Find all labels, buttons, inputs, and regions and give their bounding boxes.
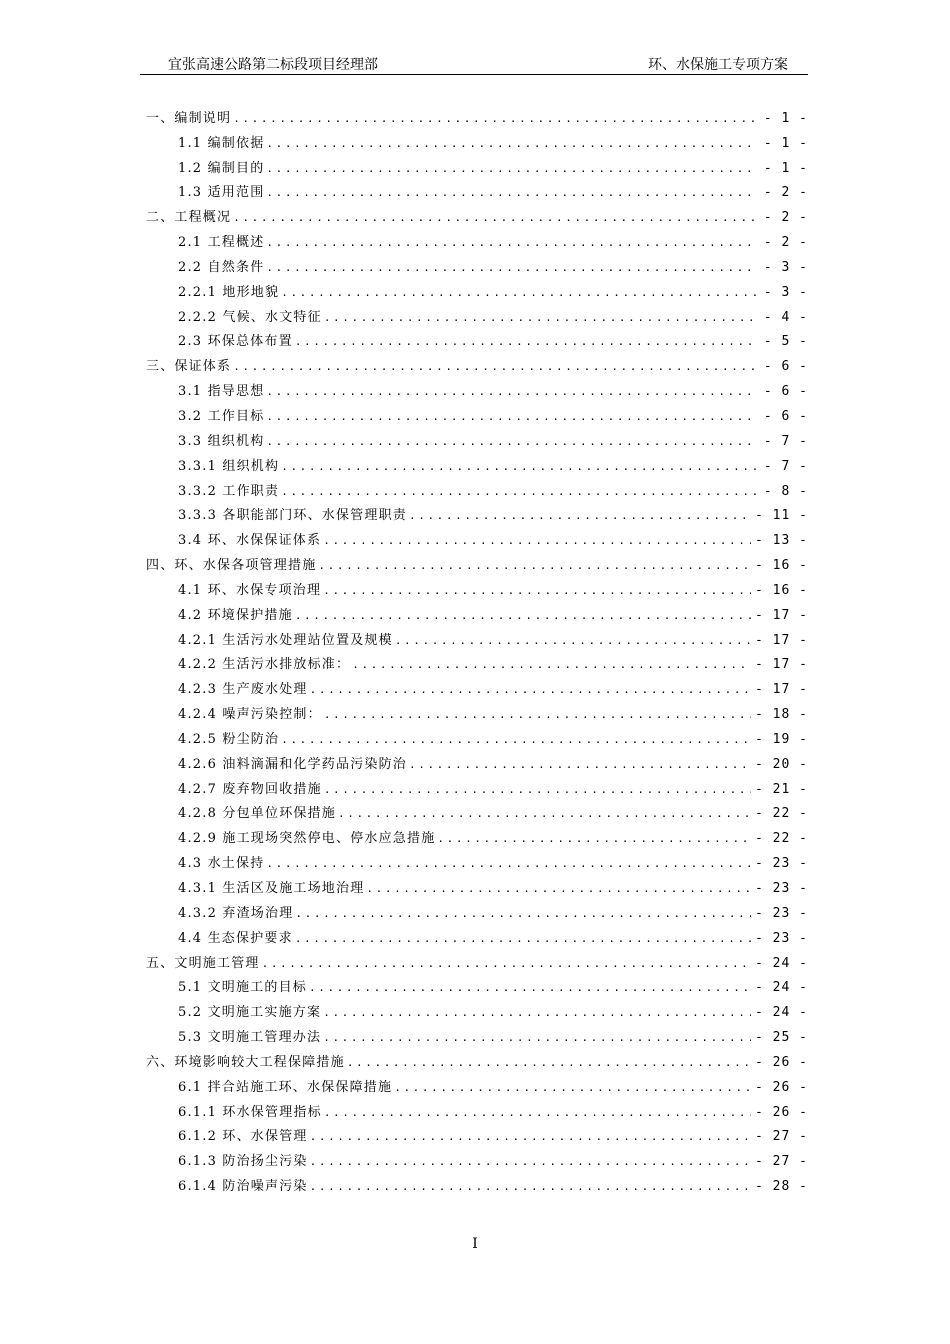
toc-entry-page: - 2 - bbox=[763, 235, 808, 251]
toc-dot-leader bbox=[266, 135, 756, 153]
toc-dot-leader bbox=[347, 1054, 751, 1072]
toc-entry-title: 3.2 工作目标 bbox=[178, 408, 265, 424]
toc-entry-title: 4.2.1 生活污水处理站位置及规模 bbox=[178, 632, 393, 648]
toc-dot-leader bbox=[266, 408, 756, 426]
toc-entry[interactable] bbox=[146, 128, 808, 153]
toc-entry[interactable] bbox=[146, 1122, 808, 1147]
toc-entry-title: 一、编制说明 bbox=[146, 110, 232, 126]
toc-dot-leader bbox=[309, 979, 751, 997]
toc-entry-title: 3.3.1 组织机构 bbox=[178, 458, 280, 474]
toc-dot-leader bbox=[323, 582, 751, 600]
toc-entry-page: - 26 - bbox=[755, 1054, 808, 1070]
toc-entry-title: 2.3 环保总体布置 bbox=[178, 334, 293, 350]
toc-entry[interactable] bbox=[146, 848, 808, 873]
toc-entry-page: - 3 - bbox=[763, 259, 808, 275]
toc-entry-title: 4.4 生态保护要求 bbox=[178, 930, 293, 946]
toc-entry-page: - 22 - bbox=[755, 806, 808, 822]
toc-dot-leader bbox=[233, 209, 756, 227]
footer-page-number: I bbox=[472, 1236, 478, 1252]
toc-entry[interactable] bbox=[146, 873, 808, 898]
toc-entry-page: - 7 - bbox=[763, 433, 808, 449]
toc-dot-leader bbox=[281, 731, 751, 749]
toc-entry-title: 4.2.8 分包单位环保措施 bbox=[178, 806, 337, 822]
toc-entry-title: 三、保证体系 bbox=[146, 359, 232, 375]
toc-entry-title: 1.3 适用范围 bbox=[178, 185, 265, 201]
toc-entry-title: 4.2.6 油料滴漏和化学药品污染防治 bbox=[178, 756, 408, 772]
toc-dot-leader bbox=[310, 1178, 751, 1196]
toc-entry[interactable] bbox=[146, 948, 808, 973]
toc-entry-title: 4.3.2 弃渣场治理 bbox=[178, 905, 294, 921]
toc-entry[interactable] bbox=[146, 724, 808, 749]
toc-entry-title: 6.1.4 防治噪声污染 bbox=[178, 1179, 308, 1195]
toc-dot-leader bbox=[266, 234, 756, 252]
toc-entry[interactable] bbox=[146, 973, 808, 998]
toc-dot-leader bbox=[266, 259, 756, 277]
toc-entry-page: - 22 - bbox=[755, 831, 808, 847]
toc-entry-title: 1.1 编制依据 bbox=[178, 135, 265, 151]
toc-entry-page: - 2 - bbox=[763, 210, 808, 226]
toc-entry-page: - 13 - bbox=[755, 533, 808, 549]
toc-entry[interactable] bbox=[146, 426, 808, 451]
toc-entry-page: - 18 - bbox=[755, 707, 808, 723]
toc-dot-leader bbox=[310, 1128, 751, 1146]
toc-dot-leader bbox=[324, 781, 751, 799]
toc-dot-leader bbox=[266, 160, 756, 178]
toc-dot-leader bbox=[318, 557, 751, 575]
toc-entry-page: - 27 - bbox=[755, 1154, 808, 1170]
toc-dot-leader bbox=[266, 184, 756, 202]
toc-entry-title: 1.2 编制目的 bbox=[178, 160, 265, 176]
toc-entry-page: - 21 - bbox=[755, 781, 808, 797]
page-header bbox=[140, 56, 808, 75]
toc-dot-leader bbox=[310, 681, 751, 699]
toc-entry-page: - 24 - bbox=[755, 955, 808, 971]
toc-entry[interactable] bbox=[146, 1146, 808, 1171]
toc-dot-leader bbox=[395, 632, 751, 650]
toc-entry-title: 3.1 指导思想 bbox=[178, 384, 265, 400]
toc-entry-page: - 23 - bbox=[755, 930, 808, 946]
toc-entry-title: 5.3 文明施工管理办法 bbox=[178, 1030, 322, 1046]
toc-entry-page: - 7 - bbox=[763, 458, 808, 474]
toc-entry[interactable] bbox=[146, 476, 808, 501]
toc-entry-title: 2.2 自然条件 bbox=[178, 259, 265, 275]
toc-entry[interactable] bbox=[146, 774, 808, 799]
toc-dot-leader bbox=[295, 333, 756, 351]
header-document-title: 环、水保施工专项方案 bbox=[648, 57, 788, 73]
toc-entry-page: - 4 - bbox=[763, 309, 808, 325]
toc-entry-page: - 6 - bbox=[763, 384, 808, 400]
toc-entry[interactable] bbox=[146, 600, 808, 625]
toc-entry-title: 6.1.2 环、水保管理 bbox=[178, 1129, 308, 1145]
toc-entry-title: 4.2.2 生活污水排放标准： bbox=[178, 657, 351, 673]
toc-entry[interactable] bbox=[146, 451, 808, 476]
toc-dot-leader bbox=[323, 1029, 751, 1047]
toc-entry-page: - 26 - bbox=[755, 1079, 808, 1095]
toc-entry[interactable] bbox=[146, 227, 808, 252]
toc-entry-title: 四、环、水保各项管理措施 bbox=[146, 558, 317, 574]
toc-dot-leader bbox=[233, 110, 756, 128]
toc-entry[interactable] bbox=[146, 674, 808, 699]
toc-entry-page: - 1 - bbox=[763, 135, 808, 151]
toc-dot-leader bbox=[394, 1079, 751, 1097]
toc-dot-leader bbox=[324, 309, 756, 327]
toc-dot-leader bbox=[310, 1153, 751, 1171]
toc-entry-title: 4.2.7 废弃物回收措施 bbox=[178, 781, 322, 797]
toc-entry[interactable] bbox=[146, 1097, 808, 1122]
toc-entry[interactable] bbox=[146, 277, 808, 302]
toc-entry[interactable] bbox=[146, 650, 808, 675]
toc-entry-page: - 17 - bbox=[755, 657, 808, 673]
toc-entry-page: - 17 - bbox=[755, 607, 808, 623]
toc-dot-leader bbox=[266, 855, 751, 873]
toc-entry[interactable] bbox=[146, 1047, 808, 1072]
toc-entry[interactable] bbox=[146, 525, 808, 550]
toc-entry-page: - 5 - bbox=[763, 334, 808, 350]
toc-entry[interactable] bbox=[146, 178, 808, 203]
toc-dot-leader bbox=[266, 383, 756, 401]
toc-dot-leader bbox=[295, 930, 751, 948]
toc-entry-title: 4.2.4 噪声污染控制： bbox=[178, 707, 322, 723]
toc-entry-title: 4.3 水土保持 bbox=[178, 856, 265, 872]
toc-entry-page: - 27 - bbox=[755, 1129, 808, 1145]
toc-dot-leader bbox=[281, 284, 756, 302]
toc-entry-title: 2.2.1 地形地貌 bbox=[178, 284, 280, 300]
toc-entry-title: 5.2 文明施工实施方案 bbox=[178, 1005, 322, 1021]
toc-entry-page: - 11 - bbox=[755, 508, 808, 524]
toc-dot-leader bbox=[281, 483, 756, 501]
toc-dot-leader bbox=[324, 1104, 751, 1122]
toc-dot-leader bbox=[323, 1004, 751, 1022]
toc-entry[interactable] bbox=[146, 202, 808, 227]
header-project-name: 宜张高速公路第二标段项目经理部 bbox=[168, 57, 378, 73]
toc-entry-title: 3.4 环、水保保证体系 bbox=[178, 533, 322, 549]
toc-dot-leader bbox=[409, 756, 751, 774]
toc-entry[interactable] bbox=[146, 103, 808, 128]
toc-entry-page: - 28 - bbox=[755, 1179, 808, 1195]
toc-dot-leader bbox=[366, 880, 751, 898]
toc-entry-page: - 8 - bbox=[763, 483, 808, 499]
toc-entry[interactable] bbox=[146, 153, 808, 178]
toc-dot-leader bbox=[409, 507, 751, 525]
toc-entry[interactable] bbox=[146, 351, 808, 376]
toc-entry-page: - 16 - bbox=[755, 582, 808, 598]
toc-entry-page: - 25 - bbox=[755, 1030, 808, 1046]
toc-dot-leader bbox=[352, 656, 751, 674]
toc-entry-page: - 26 - bbox=[755, 1104, 808, 1120]
toc-entry-title: 4.2.3 生产废水处理 bbox=[178, 682, 308, 698]
toc-dot-leader bbox=[281, 458, 756, 476]
toc-dot-leader bbox=[437, 830, 751, 848]
toc-entry-title: 6.1 拌合站施工环、水保保障措施 bbox=[178, 1079, 393, 1095]
toc-entry-title: 2.1 工程概述 bbox=[178, 235, 265, 251]
toc-entry-page: - 23 - bbox=[755, 881, 808, 896]
toc-entry-title: 2.2.2 气候、水文特征 bbox=[178, 309, 322, 325]
toc-entry[interactable] bbox=[146, 376, 808, 401]
toc-dot-leader bbox=[262, 955, 751, 973]
toc-entry-title: 6.1.3 防治扬尘污染 bbox=[178, 1154, 308, 1170]
toc-entry-page: - 23 - bbox=[755, 856, 808, 872]
toc-entry[interactable] bbox=[146, 327, 808, 352]
toc-entry-page: - 2 - bbox=[763, 185, 808, 201]
toc-entry-title: 4.2 环境保护措施 bbox=[178, 607, 293, 623]
toc-entry-title: 二、工程概况 bbox=[146, 210, 232, 226]
toc-entry-page: - 17 - bbox=[755, 682, 808, 698]
toc-entry[interactable] bbox=[146, 923, 808, 948]
toc-entry-title: 五、文明施工管理 bbox=[146, 955, 260, 971]
toc-entry-page: - 20 - bbox=[755, 756, 808, 772]
toc-entry[interactable] bbox=[146, 501, 808, 526]
toc-entry[interactable] bbox=[146, 575, 808, 600]
toc-entry[interactable] bbox=[146, 799, 808, 824]
toc-entry[interactable] bbox=[146, 898, 808, 923]
toc-entry-page: - 24 - bbox=[755, 1005, 808, 1021]
toc-dot-leader bbox=[295, 905, 751, 923]
toc-dot-leader bbox=[233, 358, 756, 376]
toc-entry[interactable] bbox=[146, 1171, 808, 1196]
toc-entry-title: 4.1 环、水保专项治理 bbox=[178, 582, 322, 598]
toc-entry-page: - 1 - bbox=[763, 160, 808, 176]
toc-entry-page: - 23 - bbox=[755, 905, 808, 921]
toc-entry-title: 4.2.5 粉尘防治 bbox=[178, 731, 280, 747]
toc-entry-title: 5.1 文明施工的目标 bbox=[178, 980, 308, 996]
toc-entry[interactable] bbox=[146, 1022, 808, 1047]
toc-entry-page: - 24 - bbox=[755, 980, 808, 996]
toc-dot-leader bbox=[324, 706, 751, 724]
toc-entry-title: 3.3.3 各职能部门环、水保管理职责 bbox=[178, 508, 408, 524]
toc-entry-title: 3.3.2 工作职责 bbox=[178, 483, 280, 499]
toc-dot-leader bbox=[323, 532, 751, 550]
toc-dot-leader bbox=[266, 433, 756, 451]
toc-entry-page: - 6 - bbox=[763, 359, 808, 375]
toc-entry-title: 六、环境影响较大工程保障措施 bbox=[146, 1054, 345, 1070]
toc-dot-leader bbox=[295, 607, 751, 625]
toc-entry-page: - 17 - bbox=[755, 632, 808, 648]
toc-entry[interactable] bbox=[146, 699, 808, 724]
toc-entry[interactable] bbox=[146, 401, 808, 426]
toc-dot-leader bbox=[338, 805, 751, 823]
toc-entry[interactable] bbox=[146, 823, 808, 848]
toc-entry[interactable] bbox=[146, 749, 808, 774]
toc-entry[interactable] bbox=[146, 625, 808, 650]
toc-entry-page: - 1 - bbox=[763, 110, 808, 126]
table-of-contents bbox=[146, 103, 808, 1196]
toc-entry[interactable] bbox=[146, 1072, 808, 1097]
toc-entry-title: 4.2.9 施工现场突然停电、停水应急措施 bbox=[178, 831, 436, 847]
toc-entry-page: - 3 - bbox=[763, 284, 808, 300]
toc-entry-title: 4.3.1 生活区及施工场地治理 bbox=[178, 881, 365, 896]
toc-entry[interactable] bbox=[146, 550, 808, 575]
toc-entry-page: - 16 - bbox=[755, 558, 808, 574]
toc-entry-page: - 6 - bbox=[763, 408, 808, 424]
toc-entry[interactable] bbox=[146, 252, 808, 277]
toc-entry[interactable] bbox=[146, 997, 808, 1022]
toc-entry-title: 6.1.1 环水保管理指标 bbox=[178, 1104, 322, 1120]
toc-entry-title: 3.3 组织机构 bbox=[178, 433, 265, 449]
toc-entry-page: - 19 - bbox=[755, 731, 808, 747]
toc-entry[interactable] bbox=[146, 302, 808, 327]
